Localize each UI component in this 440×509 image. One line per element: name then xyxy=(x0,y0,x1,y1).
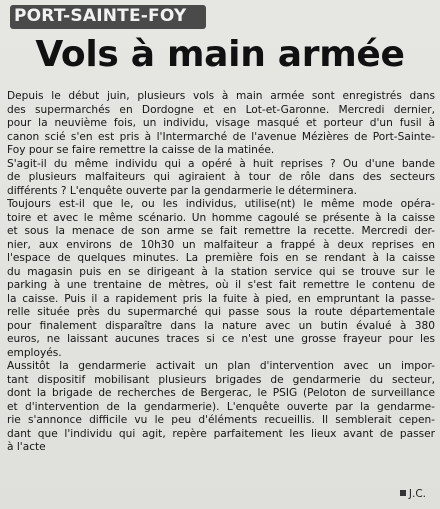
article-paragraph xyxy=(7,158,435,199)
text-line: rie s'annonce difficile vu le peu d'éléments recueillis. Il semblerait cepen- xyxy=(7,414,435,426)
text-line: tant dispositif mobilisant plusieurs brigades de gendarmerie du secteur, xyxy=(7,373,435,386)
text-line: Depuis le début juin, plusieurs vols à main armée sont enregistrés dans xyxy=(7,90,435,102)
text-line: dant que l'individu qui agit, repère parfaitement les lieux avant de passer xyxy=(7,427,435,440)
text-line: Aussitôt la gendarmerie activait un plan d'intervention avec un impor- xyxy=(7,360,435,372)
text-line: canon scié s'en est pris à l'Intermarché de l'avenue Mézières de Port-Sainte- xyxy=(7,130,435,143)
text-line: dont la brigade de recherches de Bergerac, le PSIG (Peloton de surveillance xyxy=(7,387,435,399)
text-line: à l'acte xyxy=(7,441,46,453)
text-line: et sous la menace de son arme se fait remettre la recette. Mercredi der- xyxy=(7,225,435,237)
text-line: pour finalement disparaître dans la nature avec un butin évalué à 380 xyxy=(7,319,435,332)
text-line: nier, aux environs de 10h30 un malfaiteur a frappé à deux reprises en xyxy=(7,238,435,251)
location-label: PORT-SAINTE-FOY xyxy=(14,6,187,26)
text-line: euros, ne laissant aucunes traces si ce n'est une grosse frayeur pour les xyxy=(7,333,435,345)
text-line: de plusieurs malfaiteurs qui agiraient à tour de rôle dans des secteurs xyxy=(7,171,435,183)
text-line: du magasin puis en se dirigeant à la station service qui se trouve sur le xyxy=(7,265,435,278)
text-line: Toujours est-il que le, ou les individus, utilise(nt) le même mode opéra- xyxy=(7,198,435,210)
text-line: S'agit-il du même individu qui a opéré à huit reprises ? Ou d'une bande xyxy=(7,157,435,170)
author-initials: J.C. xyxy=(408,488,426,500)
text-line: Foy pour se faire remettre la caisse de la matinée. xyxy=(7,144,275,156)
text-line: toire et avec le même scénario. Un homme cagoulé se présente à la caisse xyxy=(7,211,435,224)
text-line: des supermarchés en Dordogne et en Lot-et-Garonne. Mercredi dernier, xyxy=(7,103,435,116)
text-line: l'espace de quelques minutes. La première fois en se rendant à la caisse xyxy=(7,252,435,264)
article-paragraph xyxy=(7,198,435,360)
text-line: la caisse. Puis il a rapidement pris la fuite à pied, en empruntant la passe- xyxy=(7,292,435,305)
article-body xyxy=(7,90,435,455)
article-paragraph xyxy=(7,90,435,158)
article-headline: Vols à main armée xyxy=(35,34,405,75)
author-signature xyxy=(400,488,426,500)
text-line: employés. xyxy=(7,346,62,359)
square-bullet-icon xyxy=(400,490,406,496)
text-line: et d'intervention de la gendarmerie). L'enquête ouverte par la gendarme- xyxy=(7,400,435,413)
text-line: différents ? L'enquête ouverte par la gendarmerie le déterminera. xyxy=(7,184,358,197)
text-line: pour la neuvième fois, un individu, visage masqué et porteur d'un fusil à xyxy=(7,117,435,129)
text-line: parking à une trentaine de mètres, où il s'est fait remettre le contenu de xyxy=(7,279,435,291)
article-paragraph xyxy=(7,360,435,455)
text-line: relle située près du supermarché qui passe sous la route départementale xyxy=(7,306,435,318)
